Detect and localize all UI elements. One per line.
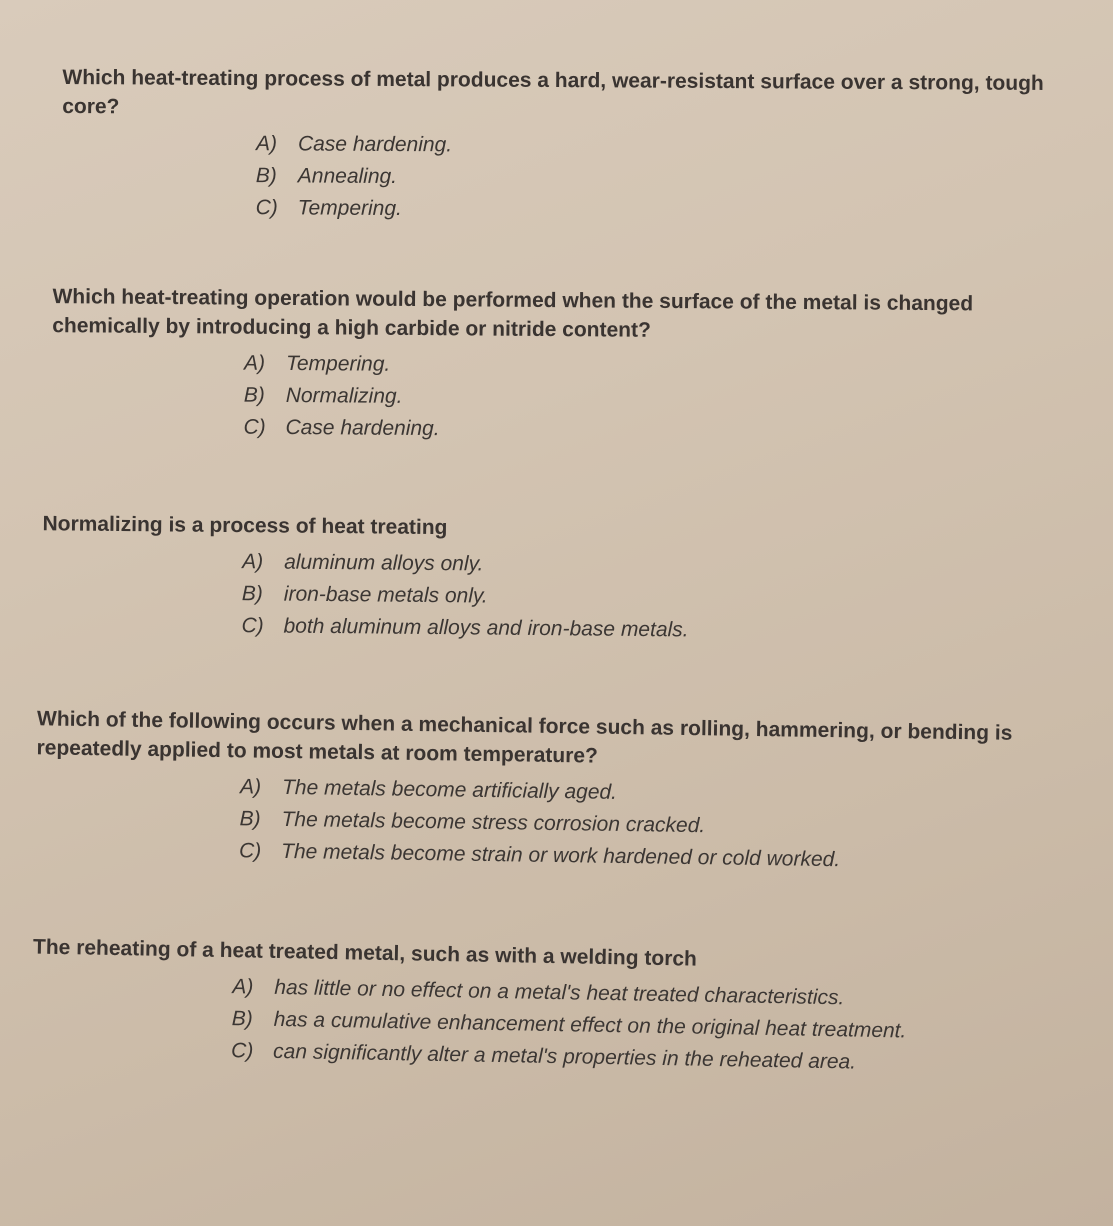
option-letter: C): [230, 1039, 254, 1063]
option-letter: B): [239, 807, 261, 831]
question-5-options: [231, 971, 1073, 1082]
option-text: The metals become artificially aged.: [281, 775, 618, 804]
option-text: Tempering.: [285, 351, 391, 376]
option-letter: A): [255, 132, 278, 156]
question-1-option-c: [256, 192, 1052, 229]
option-letter: C): [243, 415, 266, 439]
option-letter: C): [241, 614, 264, 638]
option-text: Tempering.: [297, 196, 402, 221]
option-letter: B): [243, 383, 265, 407]
question-4: [35, 704, 1077, 879]
option-letter: A): [239, 775, 262, 799]
option-letter: A): [232, 975, 254, 999]
option-letter: B): [231, 1007, 253, 1031]
option-text: has little or no effect on a metal's heat treated characteristics.: [274, 975, 845, 1010]
question-2: [51, 282, 1042, 450]
option-letter: C): [238, 839, 262, 863]
option-text: Normalizing.: [285, 383, 403, 408]
option-text: aluminum alloys only.: [284, 550, 484, 576]
option-text: The metals become strain or work hardened or cold worked.: [280, 839, 841, 872]
question-4-options: [239, 771, 1076, 879]
question-2-options: [243, 348, 1042, 450]
question-3-stem: Normalizing is a process of heat treating: [42, 512, 448, 540]
question-2-option-c: [243, 412, 1041, 450]
option-letter: B): [241, 582, 263, 606]
question-1-option-b: [256, 160, 1052, 197]
option-text: iron-base metals only.: [283, 582, 488, 608]
option-text: has a cumulative enhancement effect on the original heat treatment.: [273, 1007, 907, 1043]
question-2-stem: Which heat-treating operation would be performed when the surface of the metal is changed chemically by introducing a high carbide or nitride content?: [52, 285, 974, 342]
option-text: Case hardening.: [285, 415, 440, 441]
option-text: both aluminum alloys and iron-base metals.: [283, 614, 689, 642]
option-text: The metals become stress corrosion cracked.: [281, 807, 706, 838]
question-5: [31, 932, 1073, 1082]
question-4-stem: Which of the following occurs when a mechanical force such as rolling, hammering, or bending is repeatedly applied to most metals at room temperature?: [36, 707, 1013, 768]
option-letter: A): [242, 550, 264, 574]
question-1-options: [256, 128, 1053, 229]
option-text: Annealing.: [297, 164, 398, 189]
question-1-stem: Which heat-treating process of metal produces a hard, wear-resistant surface over a strong, tough core?: [62, 65, 1044, 119]
question-1-option-a: [256, 128, 1052, 165]
question-1: [62, 63, 1053, 229]
question-3: [41, 509, 1032, 649]
question-3-options: [241, 546, 1032, 650]
question-5-stem: The reheating of a heat treated metal, such as with a welding torch: [32, 935, 698, 971]
option-letter: A): [243, 351, 266, 375]
question-3-option-c: [241, 610, 1031, 650]
option-text: can significantly alter a metal's properties in the reheated area.: [272, 1039, 857, 1074]
option-letter: B): [255, 164, 277, 188]
option-text: Case hardening.: [297, 132, 453, 157]
option-letter: C): [255, 196, 278, 220]
